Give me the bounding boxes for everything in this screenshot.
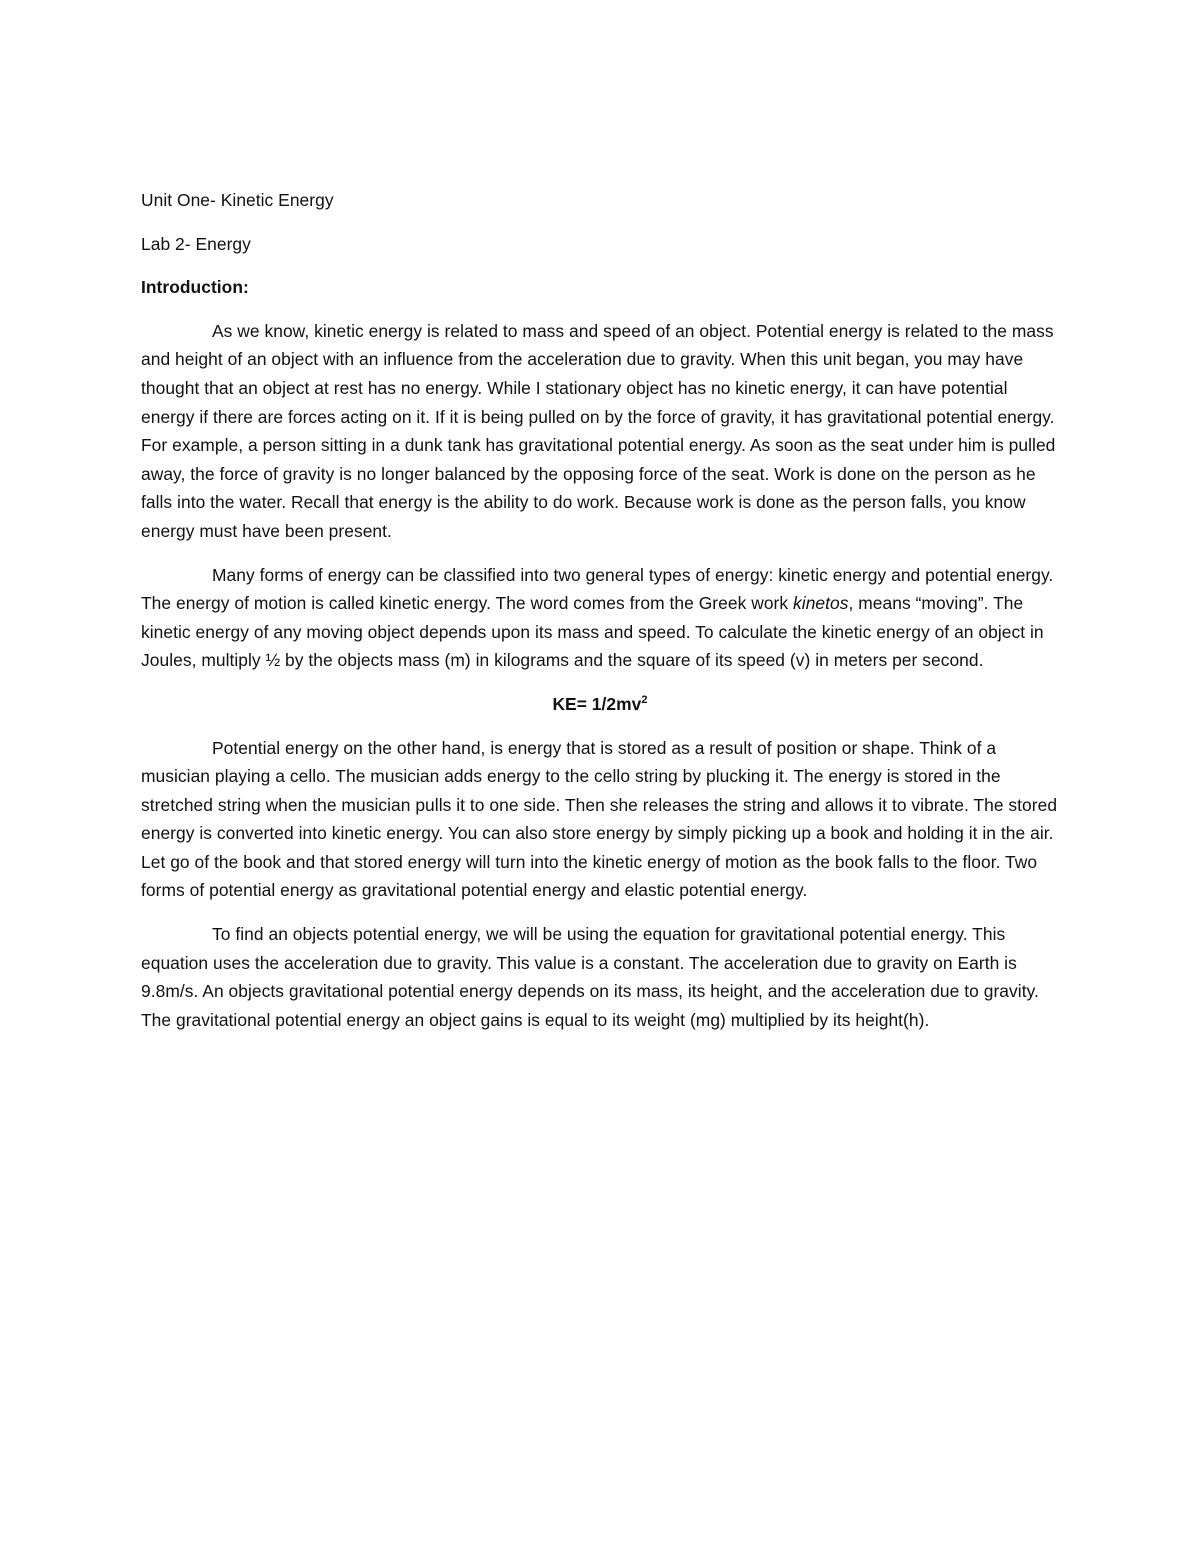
lab-title: Lab 2- Energy <box>141 233 251 254</box>
introduction-heading: Introduction: <box>141 277 249 298</box>
paragraph-gravitational-potential: To find an objects potential energy, we will be using the equation for gravitational potential energy. This equation uses the acceleration due to gravity. This value is a constant. The acceleration due to gravity on Earth is 9.8m/s. An objects gravitational potential energy depends on its mass, its height, and the acceleration due to gravity. The gravitational potential energy an object gains is equal to its weight (mg) multiplied by its height(h). <box>141 924 1039 1030</box>
paragraph-forms-italic-term: kinetos <box>793 593 849 614</box>
paragraph-potential-energy: Potential energy on the other hand, is energy that is stored as a result of position or shape. Think of a musician playing a cello. The musician adds energy to the cello string by plucking it. The energy is stored in the stretched string when the musician pulls it to one side. Then she releases the string and allows it to vibrate. The stored energy is converted into kinetic energy. You can also store energy by simply picking up a book and holding it in the air. Let go of the book and that stored energy will turn into the kinetic energy of motion as the book falls to the floor. Two forms of potential energy as gravitational potential energy and elastic potential energy. <box>141 737 1058 901</box>
paragraph-kinetic-potential-intro: As we know, kinetic energy is related to mass and speed of an object. Potential energy is related to the mass and height of an object with an influence from the acceleration due to gravity. When this unit began, you may have thought that an object at rest has no energy. While I stationary object has no kinetic energy, it can have potential energy if there are forces acting on it. If it is being pulled on by the force of gravity, it has gravitational potential energy. For example, a person sitting in a dunk tank has gravitational potential energy. As soon as the seat under him is pulled away, the force of gravity is no longer balanced by the opposing force of the seat. Work is done on the person as he falls into the water. Recall that energy is the ability to do work. Because work is done as the person falls, you know energy must have been present. <box>141 320 1056 541</box>
formula-base: KE= 1/2mv <box>552 693 642 714</box>
paragraph-forms-text-2: , means “moving”. The kinetic energy of any moving object depends upon its mass and speed. To calculate the kinetic energy of an object in Joules, multiply ½ by the objects mass (m) in kilograms and the square of its speed (v) in meters per second. <box>141 593 1044 671</box>
unit-title: Unit One- Kinetic Energy <box>141 190 334 210</box>
formula-exponent: 2 <box>641 693 648 706</box>
document-page <box>141 186 1059 1049</box>
paragraph-forms-of-energy <box>141 561 1059 675</box>
paragraph-forms-text-1: Many forms of energy can be classified into two general types of energy: kinetic energy and potential energy. The energy of motion is called kinetic energy. The word comes from the Greek work <box>141 564 1054 614</box>
kinetic-energy-formula <box>141 690 1059 719</box>
